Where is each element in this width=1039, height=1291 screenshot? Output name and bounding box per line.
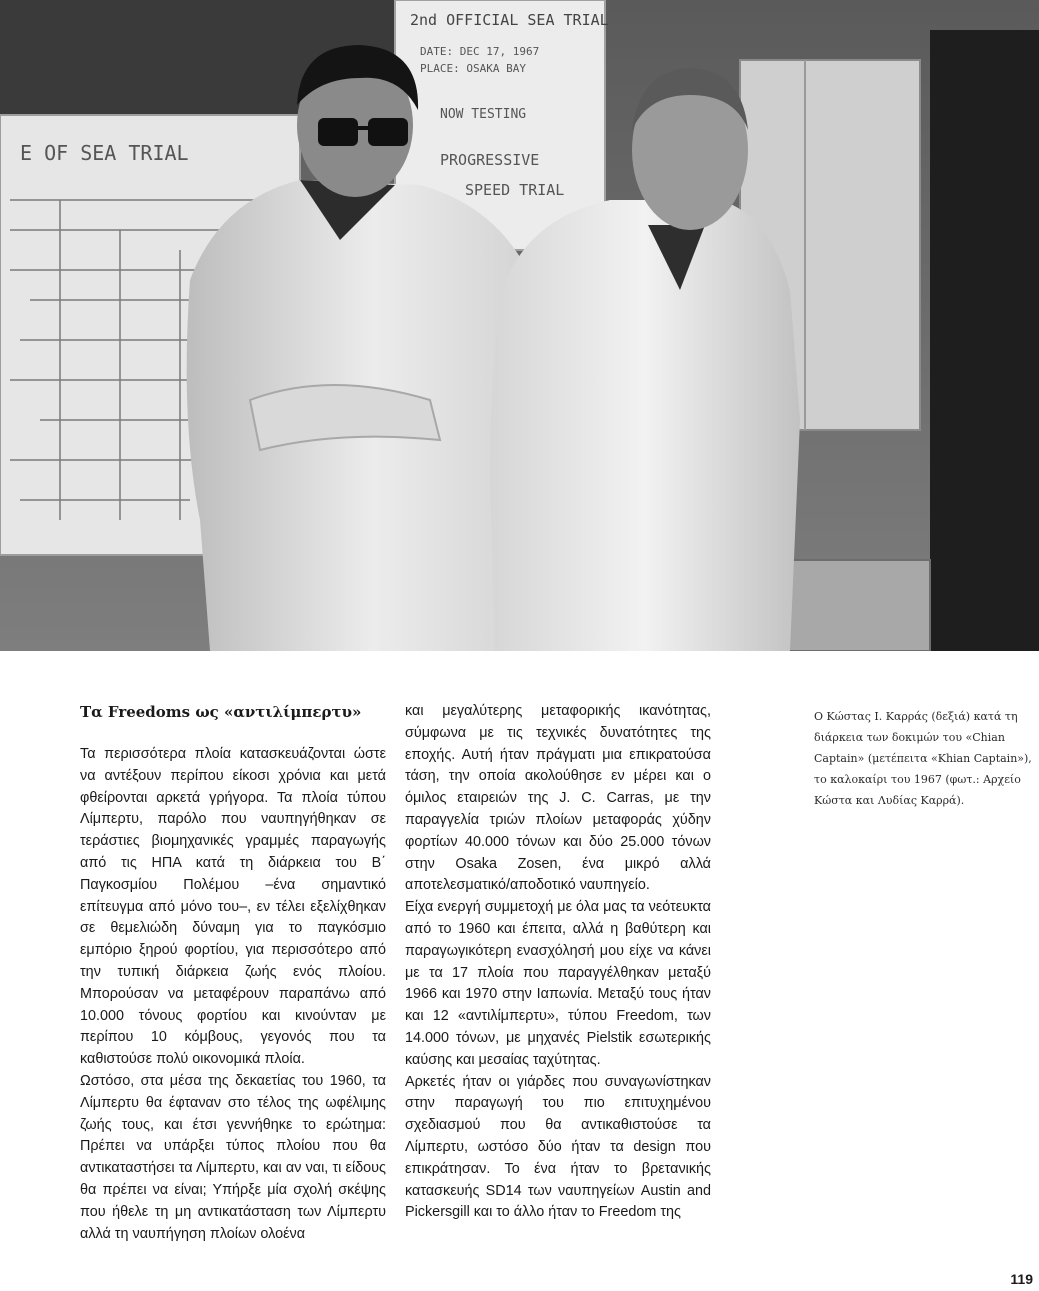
paragraph: Είχα ενεργή συμμετοχή με όλα μας τα νεότευκτα από το 1960 και έπειτα, αλλά η βαθύτερη και παραγωγικότερη ενασχόλησή μου είχε να κάνει με τα 17 πλοία που παραγγέλθηκαν μεταξύ 1966 και 1970 στην Ιαπωνία. Μεταξύ τους ήταν και 12 «αντιλίμπερτυ», τύπου Freedom, των 14.000 τόνων, με μηχανές Pielstik εσωτερικής καύσης και μεσαίας ταχύτητας. <box>405 899 711 1068</box>
sign-speed-trial: SPEED TRIAL <box>465 181 565 199</box>
sign-title: 2nd OFFICIAL SEA TRIAL <box>410 11 609 29</box>
sign-place: PLACE: OSAKA BAY <box>420 62 526 75</box>
board-caption-text: E OF SEA TRIAL <box>20 141 189 165</box>
sign-now-testing: NOW TESTING <box>440 107 527 122</box>
article-column-1 <box>80 744 386 1245</box>
page-number: 119 <box>1010 1271 1033 1287</box>
paragraph: Αρκετές ήταν οι γιάρδες που συναγωνίστηκαν στην παραγωγή του πιο επιτυχημένου σχεδιασμού που θα αντικαθιστούσε τα Λίμπερτυ, ωστόσο δύο ήταν τα design που επικράτησαν. Το ένα ήταν το βρετανικής κατασκευής SD14 των ναυπηγείων Austin and Pickersgill και το άλλο ήταν το Freedom της <box>405 1073 711 1221</box>
paragraph: Τα περισσότερα πλοία κατασκευάζονται ώστε να αντέξουν περίπου είκοσι χρόνια και μετά φθείρονται αρκετά γρήγορα. Τα πλοία τύπου Λίμπερτυ, παρόλο που ναυπηγήθηκαν σε τεράστιες βιομηχανικές γραμμές παραγωγής από τις ΗΠΑ κατά τη διάρκεια του Β΄ Παγκοσμίου Πολέμου –ένα σημαντικό επίτευγμα από μόνο του–, εν τέλει εξελίχθηκαν σε θεμελιώδη δύναμη για το παγκόσμιο εμπόριο ξηρού φορτίου, για περισσότερο από την τυπική διάρκεια ζωής ενός πλοίου. Μπορούσαν να μεταφέρουν παραπάνω από 10.000 τόνους φορτίου και κινούνταν με περίπου 10 κόμβους, γεγονός που τα καθιστούσε πολύ οικονομικά πλοία. <box>80 746 386 1068</box>
sign-date: DATE: DEC 17, 1967 <box>420 45 540 58</box>
photo-caption: Ο Κώστας Ι. Καρράς (δεξιά) κατά τη διάρκεια των δοκιμών του «Chian Captain» (μετέπειτα «Khian Captain»), το καλοκαίρι του 1967 (φωτ.: Αρχείο Κώστα και Λυδίας Καρρά). <box>814 710 1032 807</box>
doorway <box>930 30 1039 651</box>
article-column-2 <box>405 701 711 1224</box>
paragraph: Ωστόσο, στα μέσα της δεκαετίας του 1960, τα Λίμπερτυ θα έφταναν στο τέλος της ωφέλιμης ζωής τους, και έτσι γεννήθηκε το ερώτημα: Πρέπει να υπάρξει τύπος πλοίου που θα αντικαταστήσει τα Λίμπερτυ, και αν ναι, τι είδους θα πρέπει να είναι; Υπήρξε μία σχολή σκέψης που ήθελε τη μη αντικατάσταση των Λίμπερτυ αλλά τη ναυπήγηση πλοίων ολοένα <box>80 1072 386 1242</box>
article-heading: Τα Freedoms ως «αντιλίμπερτυ» <box>80 703 362 721</box>
paragraph: και μεγαλύτερης μεταφορικής ικανότητας, σύμφωνα με τις τεχνικές δυνατότητες της εποχής. Αυτή ήταν πράγματι μια επικρατούσα τάση, την οποία ακολούθησε εν μέρει και ο όμιλος εταιρειών της J. C. Carras, με την παραγγελία τριών πλοίων μεταφοράς χύδην φορτίων 40.000 τόνων και δύο 25.000 τόνων στην Osaka Zosen, ένα μικρό αλλά αποτελεσματικό/αποδοτικό ναυπηγείο. <box>405 703 711 894</box>
sign-progressive: PROGRESSIVE <box>440 151 540 169</box>
